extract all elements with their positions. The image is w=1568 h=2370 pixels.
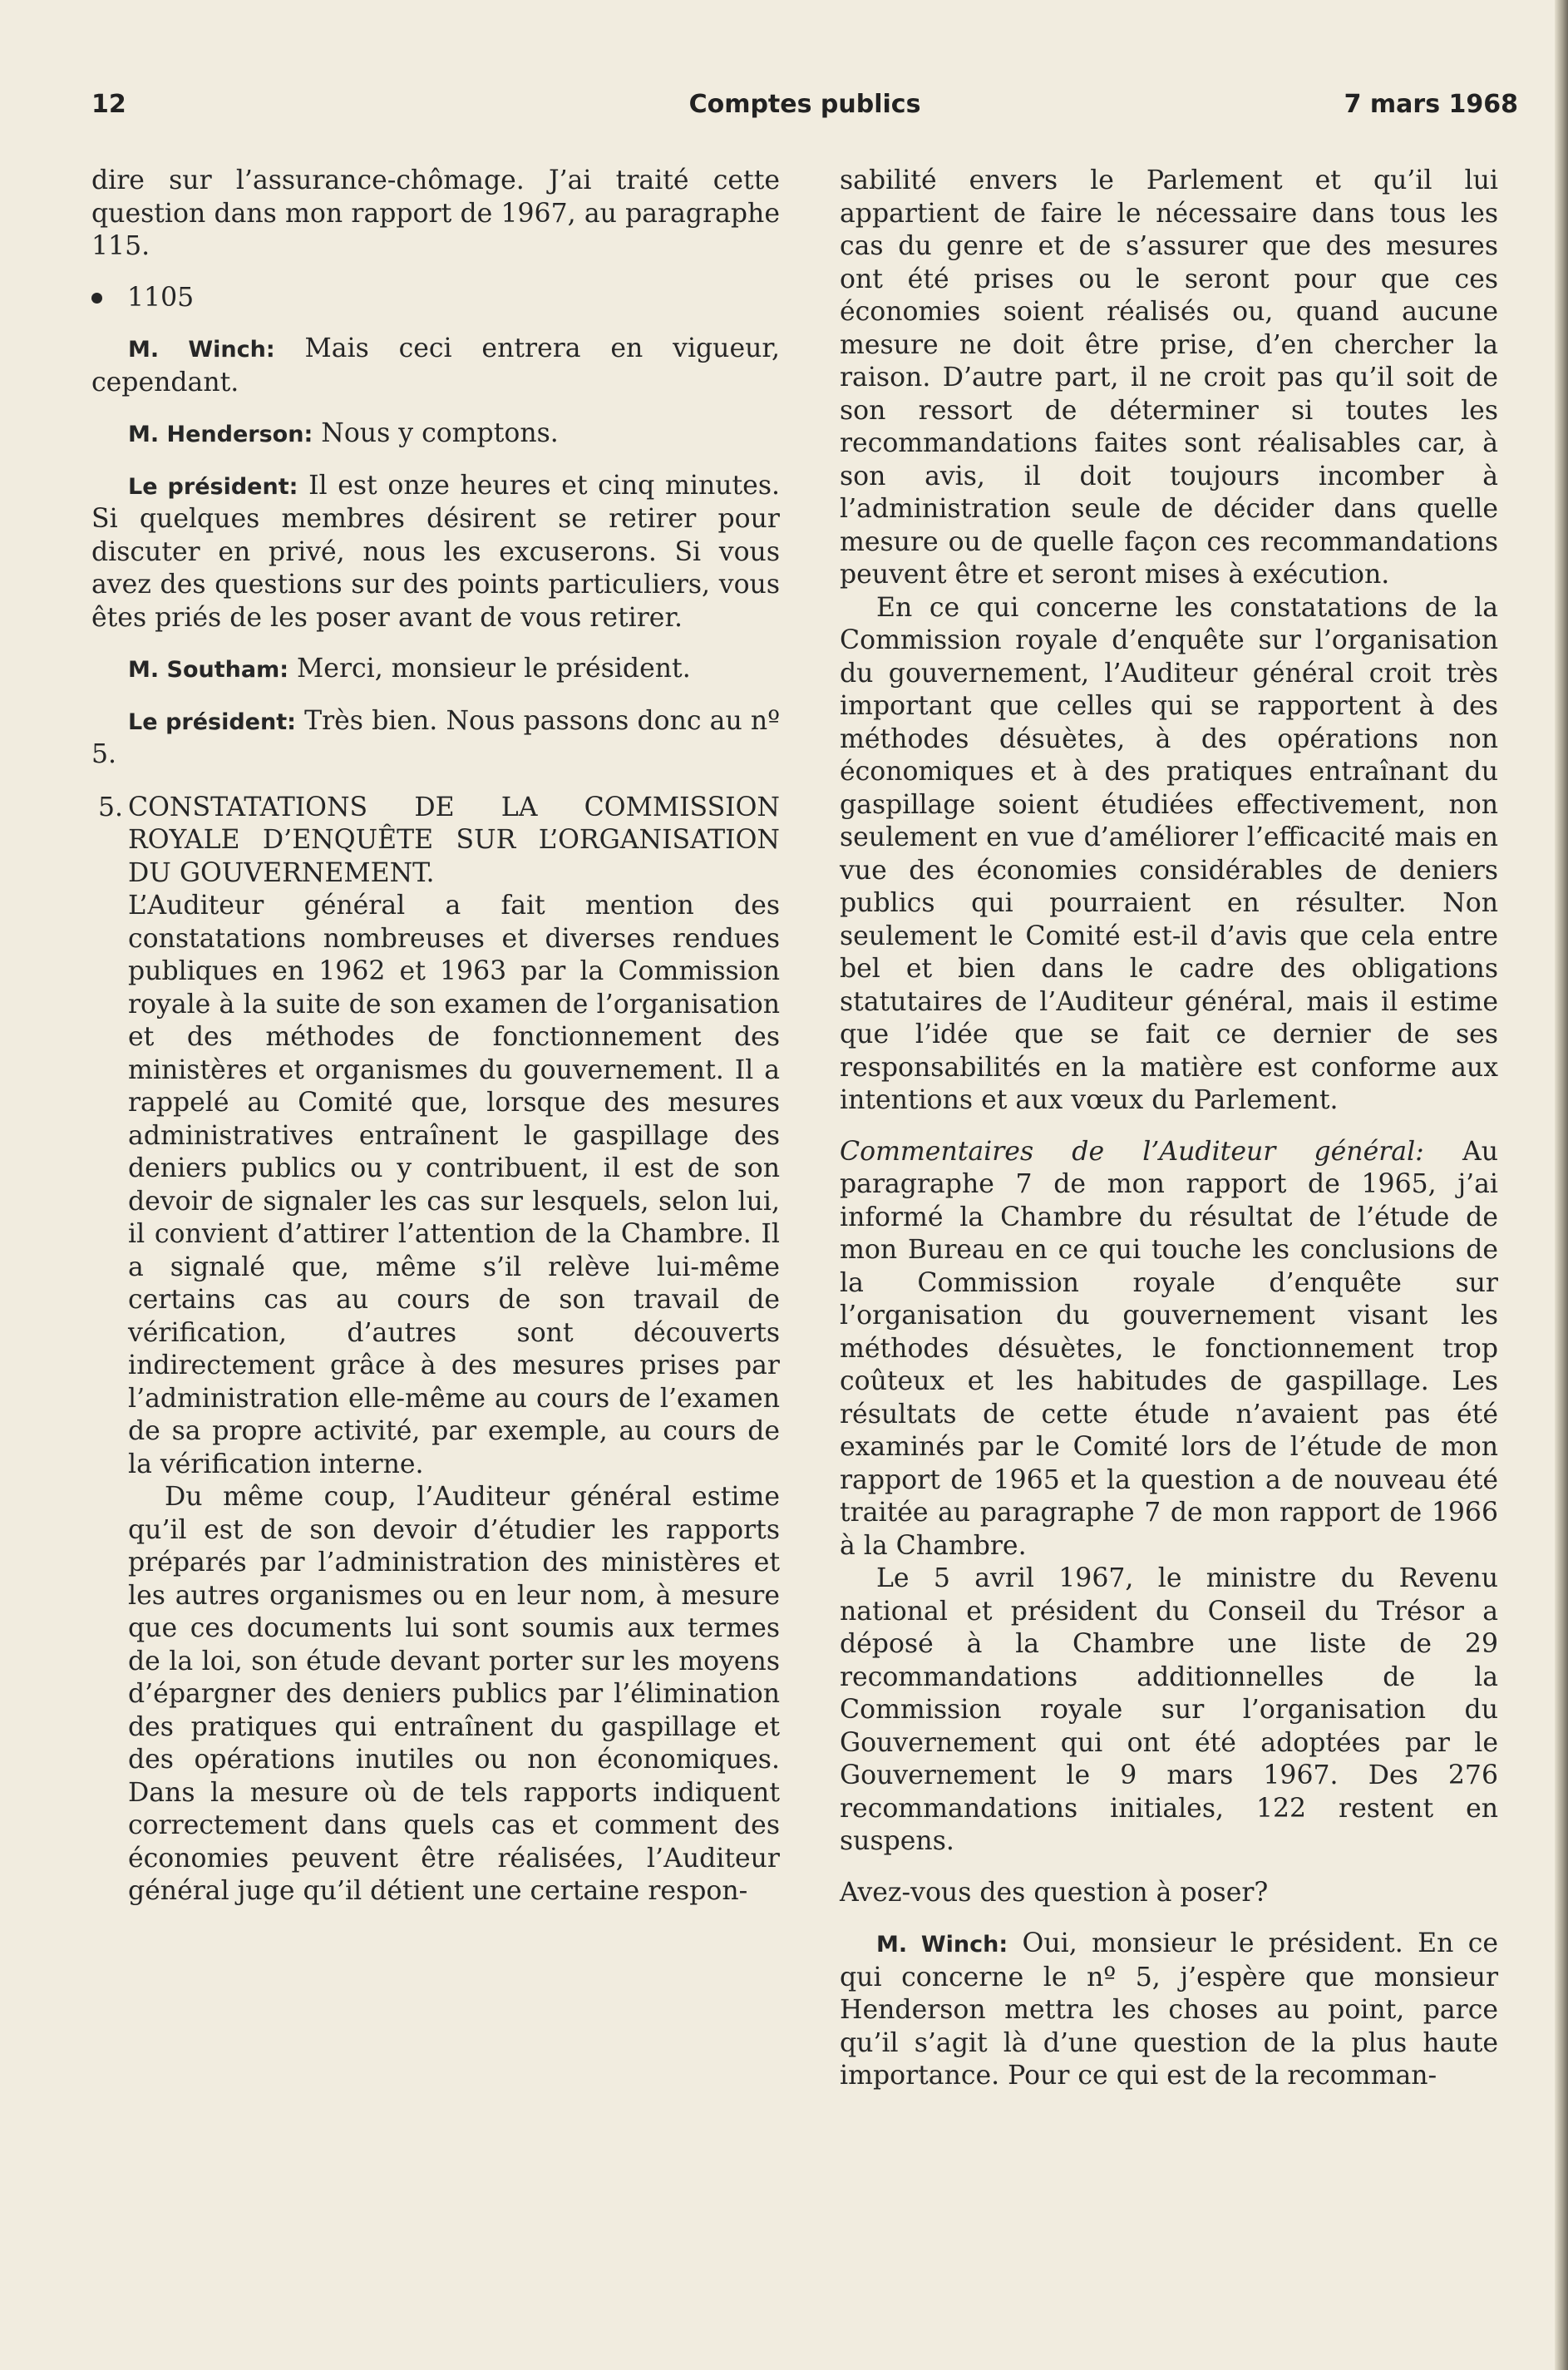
item-body [128, 792, 780, 1908]
time-marker [91, 282, 780, 315]
statement-text: Oui, monsieur le président. En ce qui concerne le nº 5, j’espère que monsieur Henderson mettra les choses au point, parce qu’il s’agit là d’une question de la plus haute importance. Pour ce qui est de la recomman- [840, 1928, 1498, 2091]
paragraph-april-1967: Le 5 avril 1967, le ministre du Revenu national et président du Conseil du Trésor a déposé à la Chambre une liste de 29 recommandations additionnelles de la Commission royale sur l’organisation du Gouvernement qui ont été adoptées par le Gouvernement le 9 mars 1967. Des 276 recommandations initiales, 122 restent en suspens. [840, 1563, 1498, 1856]
paragraph-commission-findings: En ce qui concerne les constatations de la Commission royale d’enquête sur l’organisation du gouvernement, l’Auditeur général croit très important que celles qui se rapportent à des méthodes désuètes, à des opérations non économiques et à des pratiques entraînant du gaspillage soient étudiées effectivement, non seulement en vue d’améliorer l’efficacité mais en vue des économies considérables de deniers publics qui pourraient en résulter. Non seulement le Comité est-il d’avis que cela entre bel et bien dans le cadre des obligations statutaires de l’Auditeur général, mais il estime que l’idée que se fait ce dernier de ses responsabilités en la matière est conforme aux intentions et aux vœux du Parlement. [840, 592, 1498, 1115]
statement-winch-2 [840, 1928, 1498, 2093]
speaker-name: M. Southam: [128, 657, 289, 683]
speaker-name: M. Henderson: [128, 422, 313, 447]
statement-henderson [91, 417, 780, 452]
paragraph-continued: sabilité envers le Parlement et qu’il lui appartient de faire le nécessaire dans tous les cas du genre et de s’assurer que des mesures ont été prises ou le seront pour que ces économies soient réalisés ou, quand aucune mesure ne doit être prise, d’en chercher la raison. D’autre part, il ne croit pas qu’il soit de son ressort de déterminer si toutes les recommandations faites sont réalisables car, à son avis, il doit toujours incomber à l’administration seule de décider dans quelle mesure ou de quelle façon ces recommandations peuvent être et seront mises à exécution. [840, 165, 1498, 590]
statement-text: Très bien. Nous passons donc au nº 5. [91, 705, 781, 769]
speaker-name: Le président: [128, 473, 298, 500]
item-number: 5. [97, 792, 123, 822]
right-column [840, 165, 1498, 2093]
paragraph-assurance: dire sur l’assurance-chômage. J’ai traité cette question dans mon rapport de 1967, au paragraphe 115. [91, 165, 780, 261]
commentary-text: Au paragraphe 7 de mon rapport de 1965, j’ai informé la Chambre du résultat de l’étude de mon Bureau en ce qui touche les conclusions de la Commission royale d’enquête sur l’organisation du gouvernement visant les méthodes désuètes, le fonctionnement trop coûteux et les habitudes de gaspillage. Les résultats de cette étude n’avaient pas été examinés par le Comité lors de l’étude de mon rapport de 1965 et la question a de nouveau été traitée au paragraphe 7 de mon rapport de 1966 à la Chambre. [840, 1136, 1499, 1561]
publication-title: Comptes publics [688, 90, 921, 119]
item-heading: CONSTATATIONS DE LA COMMISSION ROYALE D’ENQUÊTE SUR L’ORGANISATION DU GOUVERNEMENT. [128, 792, 780, 888]
item-paragraph-1: L’Auditeur général a fait mention des constatations nombreuses et diverses rendues publiques en 1962 et 1963 par la Commission royale à la suite de son examen de l’organisation et des méthodes de fonctionnement des ministères et organismes du gouvernement. Il a rappelé au Comité que, lorsque des mesures administratives entraînent le gaspillage des deniers publics ou y contribuent, il est de son devoir de signaler les cas sur lesquels, selon lui, il convient d’attirer l’attention de la Chambre. Il a signalé que, même s’il relève lui-même certains cas au cours de son travail de vérification, d’autres sont découverts indirectement grâce à des mesures prises par l’administration elle-même au cours de l’examen de sa propre activité, par exemple, au cours de la vérification interne. [128, 891, 780, 1479]
statement-southam [91, 653, 780, 687]
time-marker-label: 1105 [127, 282, 195, 313]
statement-text: Merci, monsieur le président. [297, 654, 691, 684]
question-prompt: Avez-vous des question à poser? [840, 1877, 1269, 1908]
statement-text: Mais ceci entrera en vigueur, cependant. [91, 333, 781, 397]
left-column [91, 165, 780, 1908]
speaker-name: M. Winch: [876, 1932, 1008, 1958]
speaker-name: M. Winch: [128, 337, 275, 363]
page-date: 7 mars 1968 [1344, 90, 1518, 119]
commentary-label: Commentaires de l’Auditeur général: [840, 1136, 1424, 1167]
bullet-icon [91, 293, 102, 304]
statement-president-2 [91, 705, 780, 772]
statement-text: Nous y comptons. [321, 418, 559, 448]
statement-text: Il est onze heures et cinq minutes. Si quelques membres désirent se retirer pour discuter en privé, nous les excuserons. Si vous avez des questions sur des points particuliers, vous êtes priés de les poser avant de vous retirer. [91, 470, 780, 633]
page-header [91, 90, 1518, 126]
commentary-auditor [840, 1136, 1498, 1563]
page-number: 12 [91, 90, 126, 119]
statement-president-1 [91, 470, 780, 635]
item-paragraph-2: Du même coup, l’Auditeur général estime qu’il est de son devoir d’étudier les rapports préparés par l’administration des ministères et les autres organismes ou en leur nom, à mesure que ces documents lui sont soumis aux termes de la loi, son étude devant porter sur les moyens d’épargner des deniers publics par l’élimination des pratiques qui entraînent du gaspillage et des opérations inutiles ou non économiques. Dans la mesure où de tels rapports indiquent correctement dans quels cas et comment des économies peuvent être réalisées, l’Auditeur général juge qu’il détient une certaine respon- [128, 1482, 780, 1906]
page-edge [1555, 0, 1568, 2370]
statement-winch-1 [91, 333, 780, 399]
agenda-item-5 [91, 792, 780, 1908]
speaker-name: Le président: [128, 709, 296, 735]
